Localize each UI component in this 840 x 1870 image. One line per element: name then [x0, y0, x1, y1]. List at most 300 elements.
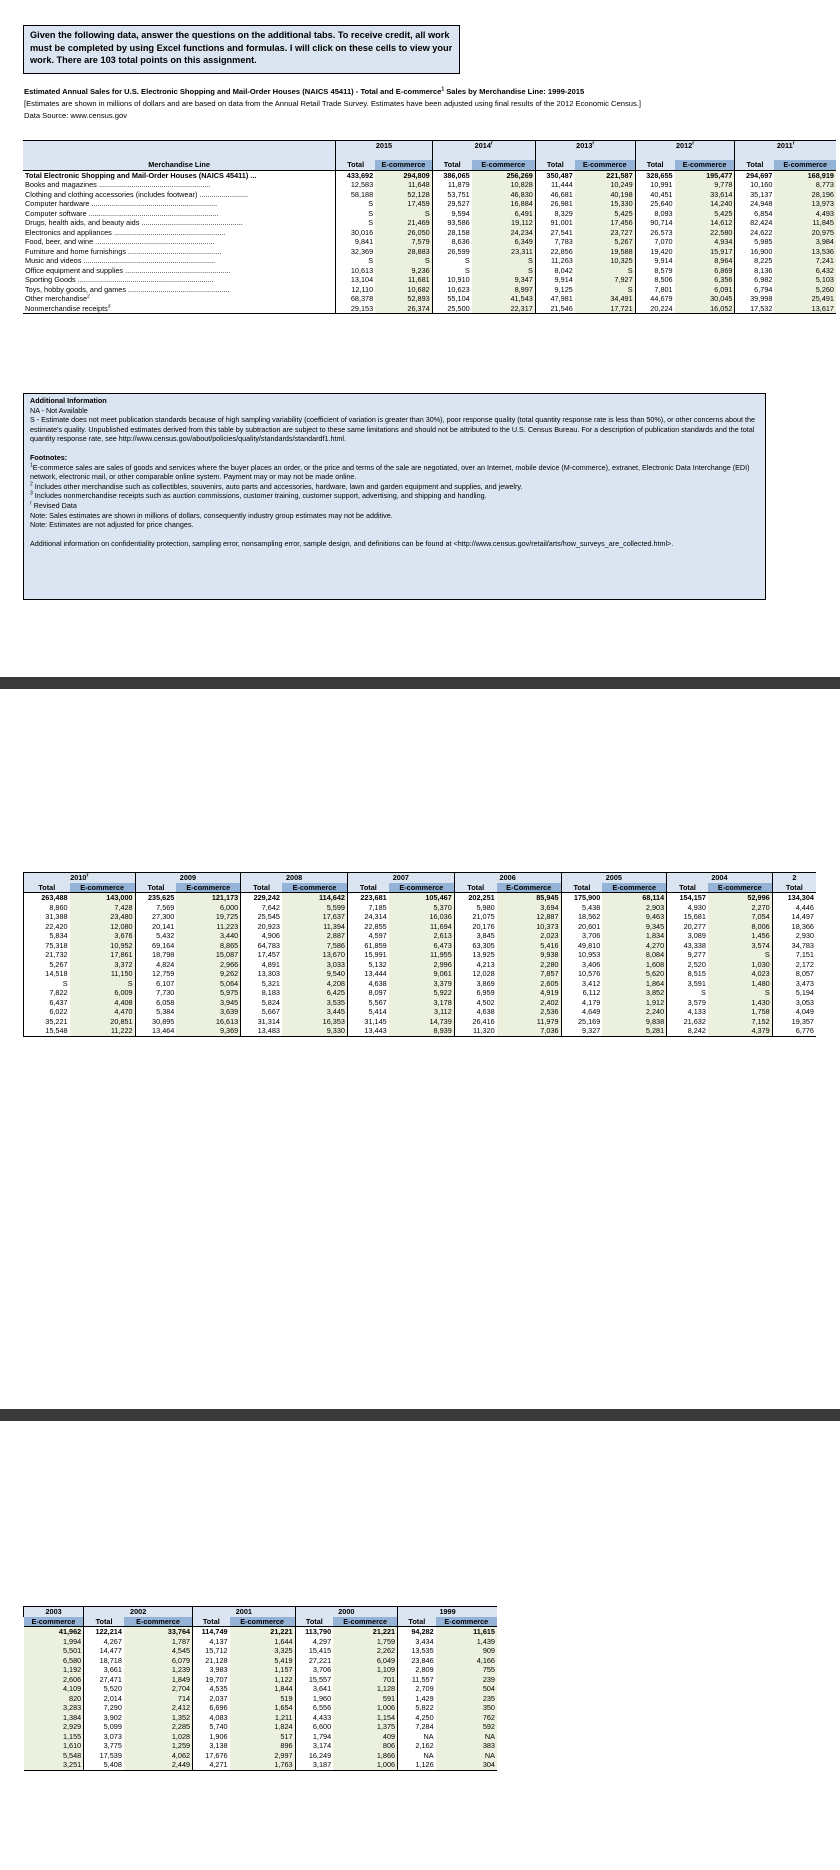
total-cell[interactable]: NA — [398, 1732, 436, 1742]
total-cell[interactable]: 23,846 — [398, 1656, 436, 1666]
ecommerce-cell[interactable]: 256,269 — [472, 170, 536, 180]
total-cell[interactable]: 22,855 — [347, 922, 388, 932]
ecommerce-cell[interactable]: 235 — [436, 1694, 497, 1704]
total-cell[interactable]: 9,914 — [635, 256, 674, 266]
total-cell[interactable]: 21,128 — [193, 1656, 230, 1666]
total-cell[interactable]: 6,982 — [735, 275, 774, 285]
ecommerce-cell[interactable]: 755 — [436, 1665, 497, 1675]
ecommerce-cell[interactable]: 2,605 — [497, 979, 561, 989]
ecommerce-cell[interactable]: 105,467 — [389, 893, 455, 903]
ecommerce-cell[interactable]: 12,080 — [70, 922, 136, 932]
ecommerce-cell[interactable]: 9,347 — [472, 275, 536, 285]
total-cell[interactable]: 4,297 — [295, 1637, 333, 1647]
ecommerce-cell[interactable]: 1,849 — [124, 1675, 193, 1685]
ecommerce-cell[interactable]: 3,639 — [176, 1007, 240, 1017]
total-cell[interactable]: 93,586 — [432, 218, 471, 228]
total-cell[interactable]: S — [667, 988, 708, 998]
total-cell[interactable]: 3,412 — [561, 979, 602, 989]
ecommerce-cell[interactable]: 4,493 — [774, 209, 836, 219]
ecommerce-cell[interactable]: 20,851 — [70, 1017, 136, 1027]
total-cell[interactable]: 5,438 — [561, 903, 602, 913]
ecommerce-cell[interactable]: NA — [436, 1732, 497, 1742]
total-cell[interactable]: 113,790 — [295, 1627, 333, 1637]
total-cell[interactable]: 433,692 — [336, 170, 375, 180]
ecommerce-cell[interactable]: 12,887 — [497, 912, 561, 922]
ecommerce-cell[interactable]: 3,852 — [602, 988, 666, 998]
ecommerce-cell[interactable]: S — [472, 266, 536, 276]
ecommerce-cell[interactable]: 8,997 — [472, 285, 536, 295]
ecommerce-cell[interactable]: 13,536 — [774, 247, 836, 257]
total-cell[interactable]: 6,107 — [135, 979, 176, 989]
total-cell[interactable]: 4,891 — [241, 960, 282, 970]
total-cell[interactable]: 22,856 — [535, 247, 574, 257]
total-cell[interactable]: 25,500 — [432, 304, 471, 314]
total-cell[interactable]: 49,810 — [561, 941, 602, 951]
ecommerce-cell[interactable]: 4,109 — [24, 1684, 84, 1694]
ecommerce-cell[interactable]: 3,283 — [24, 1703, 84, 1713]
total-cell[interactable]: 14,477 — [84, 1646, 124, 1656]
total-cell[interactable]: 4,597 — [347, 931, 388, 941]
total-cell[interactable]: 43,338 — [667, 941, 708, 951]
ecommerce-cell[interactable]: 11,681 — [375, 275, 432, 285]
ecommerce-cell[interactable]: 33,764 — [124, 1627, 193, 1637]
total-cell[interactable]: 3,983 — [193, 1665, 230, 1675]
total-cell[interactable]: 47,981 — [535, 294, 574, 304]
ecommerce-cell[interactable]: 519 — [230, 1694, 296, 1704]
total-cell[interactable]: 39,998 — [735, 294, 774, 304]
total-cell[interactable]: 8,097 — [347, 988, 388, 998]
ecommerce-cell[interactable]: 9,345 — [602, 922, 666, 932]
ecommerce-cell[interactable]: 11,223 — [176, 922, 240, 932]
total-cell[interactable]: 2,037 — [193, 1694, 230, 1704]
ecommerce-cell[interactable]: 9,236 — [375, 266, 432, 276]
total-cell[interactable]: 5,980 — [454, 903, 496, 913]
total-cell[interactable]: 30,016 — [336, 228, 375, 238]
ecommerce-cell[interactable]: 19,725 — [176, 912, 240, 922]
ecommerce-cell[interactable]: 14,612 — [675, 218, 735, 228]
total-cell[interactable]: 13,104 — [336, 275, 375, 285]
total-cell[interactable]: 5,520 — [84, 1684, 124, 1694]
total-cell[interactable]: 13,464 — [135, 1026, 176, 1036]
instructions-box[interactable]: Given the following data, answer the questions on the additional tabs. To receive credit, all work must be completed by using Excel functions and formulas. I will click on these cells to view your work. There are 103 total points on this assignment. — [23, 25, 460, 74]
ecommerce-cell[interactable]: S — [375, 256, 432, 266]
total-cell[interactable]: 4,179 — [561, 998, 602, 1008]
total-cell[interactable]: 8,515 — [667, 969, 708, 979]
total-cell[interactable]: 1,960 — [295, 1694, 333, 1704]
total-cell[interactable]: 14,518 — [24, 969, 70, 979]
total-cell[interactable]: 4,535 — [193, 1684, 230, 1694]
ecommerce-cell[interactable]: 2,449 — [124, 1760, 193, 1770]
total-cell[interactable]: 29,527 — [432, 199, 471, 209]
ecommerce-cell[interactable]: 4,166 — [436, 1656, 497, 1666]
ecommerce-cell[interactable]: 3,694 — [497, 903, 561, 913]
total-cell[interactable]: 17,676 — [193, 1751, 230, 1761]
ecommerce-cell[interactable]: 1,122 — [230, 1675, 296, 1685]
ecommerce-cell[interactable]: 15,087 — [176, 950, 240, 960]
ecommerce-cell[interactable]: 1,430 — [708, 998, 772, 1008]
ecommerce-cell[interactable]: 40,198 — [575, 190, 635, 200]
total-cell[interactable]: 6,600 — [295, 1722, 333, 1732]
total-cell[interactable]: 4,267 — [84, 1637, 124, 1647]
ecommerce-cell[interactable]: 17,861 — [70, 950, 136, 960]
total-cell[interactable]: 94,282 — [398, 1627, 436, 1637]
ecommerce-cell[interactable]: 16,613 — [176, 1017, 240, 1027]
ecommerce-cell[interactable]: 23,727 — [575, 228, 635, 238]
total-cell[interactable]: 5,132 — [347, 960, 388, 970]
total-cell[interactable]: 4,502 — [454, 998, 496, 1008]
ecommerce-cell[interactable]: 3,112 — [389, 1007, 455, 1017]
ecommerce-cell[interactable]: 1,128 — [333, 1684, 397, 1694]
total-cell[interactable]: 19,420 — [635, 247, 674, 257]
total-cell[interactable]: 35,137 — [735, 190, 774, 200]
ecommerce-cell[interactable]: 1,864 — [602, 979, 666, 989]
ecommerce-cell[interactable]: 6,079 — [124, 1656, 193, 1666]
ecommerce-cell[interactable]: 383 — [436, 1741, 497, 1751]
ecommerce-cell[interactable]: 3,535 — [282, 998, 348, 1008]
total-cell[interactable]: 4,133 — [667, 1007, 708, 1017]
ecommerce-cell[interactable]: 5,260 — [774, 285, 836, 295]
ecommerce-cell[interactable]: 6,425 — [282, 988, 348, 998]
ecommerce-cell[interactable]: 504 — [436, 1684, 497, 1694]
ecommerce-cell[interactable]: 6,432 — [774, 266, 836, 276]
ecommerce-cell[interactable]: 13,973 — [774, 199, 836, 209]
ecommerce-cell[interactable]: 5,267 — [575, 237, 635, 247]
ecommerce-cell[interactable]: 1,787 — [124, 1637, 193, 1647]
ecommerce-cell[interactable]: 1,610 — [24, 1741, 84, 1751]
total-cell[interactable]: 1,429 — [398, 1694, 436, 1704]
total-cell[interactable]: 58,188 — [336, 190, 375, 200]
ecommerce-cell[interactable]: 26,050 — [375, 228, 432, 238]
ecommerce-cell[interactable]: 8,006 — [708, 922, 772, 932]
ecommerce-cell[interactable]: 13,617 — [774, 304, 836, 314]
ecommerce-cell[interactable]: 7,579 — [375, 237, 432, 247]
total-cell[interactable]: 294,697 — [735, 170, 774, 180]
ecommerce-cell[interactable]: 1,109 — [333, 1665, 397, 1675]
ecommerce-cell[interactable]: 11,648 — [375, 180, 432, 190]
ecommerce-cell[interactable]: 34,491 — [575, 294, 635, 304]
total-cell[interactable]: 9,841 — [336, 237, 375, 247]
total-cell[interactable]: 5,194 — [772, 988, 816, 998]
ecommerce-cell[interactable]: 7,586 — [282, 941, 348, 951]
ecommerce-cell[interactable]: 15,330 — [575, 199, 635, 209]
total-cell[interactable]: 6,696 — [193, 1703, 230, 1713]
ecommerce-cell[interactable]: 9,778 — [675, 180, 735, 190]
total-cell[interactable]: 15,557 — [295, 1675, 333, 1685]
total-cell[interactable]: 7,801 — [635, 285, 674, 295]
total-cell[interactable]: 5,834 — [24, 931, 70, 941]
total-cell[interactable]: S — [432, 266, 471, 276]
total-cell[interactable]: 3,174 — [295, 1741, 333, 1751]
total-cell[interactable]: 19,707 — [193, 1675, 230, 1685]
total-cell[interactable]: 13,925 — [454, 950, 496, 960]
total-cell[interactable]: 27,541 — [535, 228, 574, 238]
total-cell[interactable]: 27,471 — [84, 1675, 124, 1685]
ecommerce-cell[interactable]: 517 — [230, 1732, 296, 1742]
total-cell[interactable]: 31,314 — [241, 1017, 282, 1027]
ecommerce-cell[interactable]: 17,459 — [375, 199, 432, 209]
ecommerce-cell[interactable]: 7,927 — [575, 275, 635, 285]
ecommerce-cell[interactable]: 15,917 — [675, 247, 735, 257]
total-cell[interactable]: 4,638 — [454, 1007, 496, 1017]
ecommerce-cell[interactable]: S — [375, 209, 432, 219]
total-cell[interactable]: 3,591 — [667, 979, 708, 989]
total-cell[interactable]: 7,730 — [135, 988, 176, 998]
ecommerce-cell[interactable]: 1,824 — [230, 1722, 296, 1732]
total-cell[interactable]: 4,049 — [772, 1007, 816, 1017]
ecommerce-cell[interactable]: 5,103 — [774, 275, 836, 285]
ecommerce-cell[interactable]: 239 — [436, 1675, 497, 1685]
total-cell[interactable]: 6,854 — [735, 209, 774, 219]
ecommerce-cell[interactable]: 2,613 — [389, 931, 455, 941]
total-cell[interactable]: 7,284 — [398, 1722, 436, 1732]
ecommerce-cell[interactable]: 909 — [436, 1646, 497, 1656]
total-cell[interactable]: 8,242 — [667, 1026, 708, 1036]
total-cell[interactable]: 386,065 — [432, 170, 471, 180]
total-cell[interactable]: 13,303 — [241, 969, 282, 979]
ecommerce-cell[interactable]: 3,574 — [708, 941, 772, 951]
total-cell[interactable]: 75,318 — [24, 941, 70, 951]
ecommerce-cell[interactable]: 8,939 — [389, 1026, 455, 1036]
total-cell[interactable]: 17,539 — [84, 1751, 124, 1761]
ecommerce-cell[interactable]: 3,676 — [70, 931, 136, 941]
total-cell[interactable]: 22,420 — [24, 922, 70, 932]
total-cell[interactable]: 21,075 — [454, 912, 496, 922]
ecommerce-cell[interactable]: 9,262 — [176, 969, 240, 979]
total-cell[interactable]: 10,953 — [561, 950, 602, 960]
ecommerce-cell[interactable]: 11,394 — [282, 922, 348, 932]
ecommerce-cell[interactable]: 1,834 — [602, 931, 666, 941]
total-cell[interactable]: 24,948 — [735, 199, 774, 209]
total-cell[interactable]: 18,562 — [561, 912, 602, 922]
total-cell[interactable]: 44,679 — [635, 294, 674, 304]
ecommerce-cell[interactable]: 4,408 — [70, 998, 136, 1008]
total-cell[interactable]: 6,022 — [24, 1007, 70, 1017]
ecommerce-cell[interactable]: 25,491 — [774, 294, 836, 304]
ecommerce-cell[interactable]: 1,480 — [708, 979, 772, 989]
total-cell[interactable]: 5,985 — [735, 237, 774, 247]
ecommerce-cell[interactable]: 3,379 — [389, 979, 455, 989]
ecommerce-cell[interactable]: 3,372 — [70, 960, 136, 970]
ecommerce-cell[interactable]: 2,996 — [389, 960, 455, 970]
total-cell[interactable]: 6,794 — [735, 285, 774, 295]
total-cell[interactable]: 31,388 — [24, 912, 70, 922]
ecommerce-cell[interactable]: 52,128 — [375, 190, 432, 200]
ecommerce-cell[interactable]: 16,884 — [472, 199, 536, 209]
ecommerce-cell[interactable]: 6,869 — [675, 266, 735, 276]
ecommerce-cell[interactable]: 7,857 — [497, 969, 561, 979]
total-cell[interactable]: 3,706 — [295, 1665, 333, 1675]
total-cell[interactable]: 61,859 — [347, 941, 388, 951]
ecommerce-cell[interactable]: 3,251 — [24, 1760, 84, 1770]
ecommerce-cell[interactable]: 52,893 — [375, 294, 432, 304]
total-cell[interactable]: 25,545 — [241, 912, 282, 922]
ecommerce-cell[interactable]: 5,975 — [176, 988, 240, 998]
ecommerce-cell[interactable]: 1,608 — [602, 960, 666, 970]
ecommerce-cell[interactable]: 2,887 — [282, 931, 348, 941]
ecommerce-cell[interactable]: 121,173 — [176, 893, 240, 903]
total-cell[interactable]: 4,930 — [667, 903, 708, 913]
total-cell[interactable]: 8,057 — [772, 969, 816, 979]
ecommerce-cell[interactable]: 5,425 — [675, 209, 735, 219]
total-cell[interactable]: 9,594 — [432, 209, 471, 219]
total-cell[interactable]: 175,900 — [561, 893, 602, 903]
ecommerce-cell[interactable]: 8,865 — [176, 941, 240, 951]
ecommerce-cell[interactable]: 4,934 — [675, 237, 735, 247]
total-cell[interactable]: 30,895 — [135, 1017, 176, 1027]
ecommerce-cell[interactable]: 4,062 — [124, 1751, 193, 1761]
total-cell[interactable]: 7,822 — [24, 988, 70, 998]
total-cell[interactable]: 11,263 — [535, 256, 574, 266]
ecommerce-cell[interactable]: 2,903 — [602, 903, 666, 913]
total-cell[interactable]: 4,824 — [135, 960, 176, 970]
total-cell[interactable]: 3,053 — [772, 998, 816, 1008]
total-cell[interactable]: 154,157 — [667, 893, 708, 903]
total-cell[interactable]: 6,437 — [24, 998, 70, 1008]
ecommerce-cell[interactable]: 195,477 — [675, 170, 735, 180]
total-cell[interactable]: 235,625 — [135, 893, 176, 903]
ecommerce-cell[interactable]: 2,929 — [24, 1722, 84, 1732]
ecommerce-cell[interactable]: 1,384 — [24, 1713, 84, 1723]
total-cell[interactable]: 34,783 — [772, 941, 816, 951]
ecommerce-cell[interactable]: 896 — [230, 1741, 296, 1751]
ecommerce-cell[interactable]: S — [70, 979, 136, 989]
ecommerce-cell[interactable]: 20,975 — [774, 228, 836, 238]
ecommerce-cell[interactable]: 26,374 — [375, 304, 432, 314]
ecommerce-cell[interactable]: 4,023 — [708, 969, 772, 979]
total-cell[interactable]: 20,277 — [667, 922, 708, 932]
ecommerce-cell[interactable]: 9,061 — [389, 969, 455, 979]
ecommerce-cell[interactable]: 41,543 — [472, 294, 536, 304]
ecommerce-cell[interactable]: 6,491 — [472, 209, 536, 219]
ecommerce-cell[interactable]: 16,036 — [389, 912, 455, 922]
ecommerce-cell[interactable]: 5,599 — [282, 903, 348, 913]
total-cell[interactable]: 5,408 — [84, 1760, 124, 1770]
total-cell[interactable]: 64,783 — [241, 941, 282, 951]
total-cell[interactable]: 3,775 — [84, 1741, 124, 1751]
total-cell[interactable]: 29,153 — [336, 304, 375, 314]
total-cell[interactable]: 7,151 — [772, 950, 816, 960]
total-cell[interactable]: 3,706 — [561, 931, 602, 941]
ecommerce-cell[interactable]: 6,091 — [675, 285, 735, 295]
ecommerce-cell[interactable]: 4,470 — [70, 1007, 136, 1017]
ecommerce-cell[interactable]: 6,356 — [675, 275, 735, 285]
ecommerce-cell[interactable]: 2,997 — [230, 1751, 296, 1761]
ecommerce-cell[interactable]: 85,945 — [497, 893, 561, 903]
ecommerce-cell[interactable]: 17,456 — [575, 218, 635, 228]
ecommerce-cell[interactable]: 5,419 — [230, 1656, 296, 1666]
ecommerce-cell[interactable]: 23,311 — [472, 247, 536, 257]
ecommerce-cell[interactable]: 2,536 — [497, 1007, 561, 1017]
ecommerce-cell[interactable]: 1,259 — [124, 1741, 193, 1751]
ecommerce-cell[interactable]: 1,154 — [333, 1713, 397, 1723]
ecommerce-cell[interactable]: 9,330 — [282, 1026, 348, 1036]
total-cell[interactable]: S — [24, 979, 70, 989]
ecommerce-cell[interactable]: 1,759 — [333, 1637, 397, 1647]
total-cell[interactable]: 15,712 — [193, 1646, 230, 1656]
total-cell[interactable]: 4,906 — [241, 931, 282, 941]
total-cell[interactable]: 55,104 — [432, 294, 471, 304]
ecommerce-cell[interactable]: 6,473 — [389, 941, 455, 951]
total-cell[interactable]: S — [336, 209, 375, 219]
ecommerce-cell[interactable]: 10,249 — [575, 180, 635, 190]
total-cell[interactable]: 3,869 — [454, 979, 496, 989]
ecommerce-cell[interactable]: 7,036 — [497, 1026, 561, 1036]
ecommerce-cell[interactable]: NA — [436, 1751, 497, 1761]
ecommerce-cell[interactable]: 409 — [333, 1732, 397, 1742]
ecommerce-cell[interactable]: 1,439 — [436, 1637, 497, 1647]
total-cell[interactable]: 10,623 — [432, 285, 471, 295]
total-cell[interactable]: 223,681 — [347, 893, 388, 903]
ecommerce-cell[interactable]: 10,325 — [575, 256, 635, 266]
ecommerce-cell[interactable]: 17,721 — [575, 304, 635, 314]
ecommerce-cell[interactable]: 2,280 — [497, 960, 561, 970]
ecommerce-cell[interactable]: 1,239 — [124, 1665, 193, 1675]
ecommerce-cell[interactable]: 1,352 — [124, 1713, 193, 1723]
total-cell[interactable]: 4,213 — [454, 960, 496, 970]
ecommerce-cell[interactable]: 5,281 — [602, 1026, 666, 1036]
total-cell[interactable]: 25,640 — [635, 199, 674, 209]
total-cell[interactable]: 63,305 — [454, 941, 496, 951]
ecommerce-cell[interactable]: 143,000 — [70, 893, 136, 903]
total-cell[interactable]: 8,506 — [635, 275, 674, 285]
ecommerce-cell[interactable]: 8,084 — [602, 950, 666, 960]
total-cell[interactable]: 5,667 — [241, 1007, 282, 1017]
ecommerce-cell[interactable]: 4,379 — [708, 1026, 772, 1036]
total-cell[interactable]: 3,845 — [454, 931, 496, 941]
ecommerce-cell[interactable]: 19,588 — [575, 247, 635, 257]
ecommerce-cell[interactable]: 4,545 — [124, 1646, 193, 1656]
ecommerce-cell[interactable]: 7,152 — [708, 1017, 772, 1027]
total-cell[interactable]: 17,457 — [241, 950, 282, 960]
ecommerce-cell[interactable]: 21,221 — [333, 1627, 397, 1637]
total-cell[interactable]: 2,809 — [398, 1665, 436, 1675]
total-cell[interactable]: 10,910 — [432, 275, 471, 285]
ecommerce-cell[interactable]: 9,838 — [602, 1017, 666, 1027]
total-cell[interactable]: 3,902 — [84, 1713, 124, 1723]
ecommerce-cell[interactable]: 3,440 — [176, 931, 240, 941]
total-cell[interactable]: 6,776 — [772, 1026, 816, 1036]
ecommerce-cell[interactable]: 33,614 — [675, 190, 735, 200]
total-cell[interactable]: 5,432 — [135, 931, 176, 941]
total-cell[interactable]: 18,366 — [772, 922, 816, 932]
ecommerce-cell[interactable]: 2,412 — [124, 1703, 193, 1713]
total-cell[interactable]: 263,488 — [24, 893, 70, 903]
total-cell[interactable]: 3,138 — [193, 1741, 230, 1751]
ecommerce-cell[interactable]: 5,425 — [575, 209, 635, 219]
total-cell[interactable]: 82,424 — [735, 218, 774, 228]
total-cell[interactable]: 2,172 — [772, 960, 816, 970]
ecommerce-cell[interactable]: 2,262 — [333, 1646, 397, 1656]
total-cell[interactable]: 32,369 — [336, 247, 375, 257]
total-cell[interactable]: 13,483 — [241, 1026, 282, 1036]
ecommerce-cell[interactable]: 3,445 — [282, 1007, 348, 1017]
total-cell[interactable]: 21,546 — [535, 304, 574, 314]
total-cell[interactable]: 4,137 — [193, 1637, 230, 1647]
ecommerce-cell[interactable]: 22,317 — [472, 304, 536, 314]
total-cell[interactable]: 7,569 — [135, 903, 176, 913]
ecommerce-cell[interactable]: 11,955 — [389, 950, 455, 960]
total-cell[interactable]: 229,242 — [241, 893, 282, 903]
total-cell[interactable]: 7,642 — [241, 903, 282, 913]
total-cell[interactable]: 20,601 — [561, 922, 602, 932]
ecommerce-cell[interactable]: 5,922 — [389, 988, 455, 998]
total-cell[interactable]: 8,093 — [635, 209, 674, 219]
ecommerce-cell[interactable]: 2,966 — [176, 960, 240, 970]
ecommerce-cell[interactable]: 1,763 — [230, 1760, 296, 1770]
total-cell[interactable]: 328,655 — [635, 170, 674, 180]
total-cell[interactable]: 5,321 — [241, 979, 282, 989]
ecommerce-cell[interactable]: 1,211 — [230, 1713, 296, 1723]
